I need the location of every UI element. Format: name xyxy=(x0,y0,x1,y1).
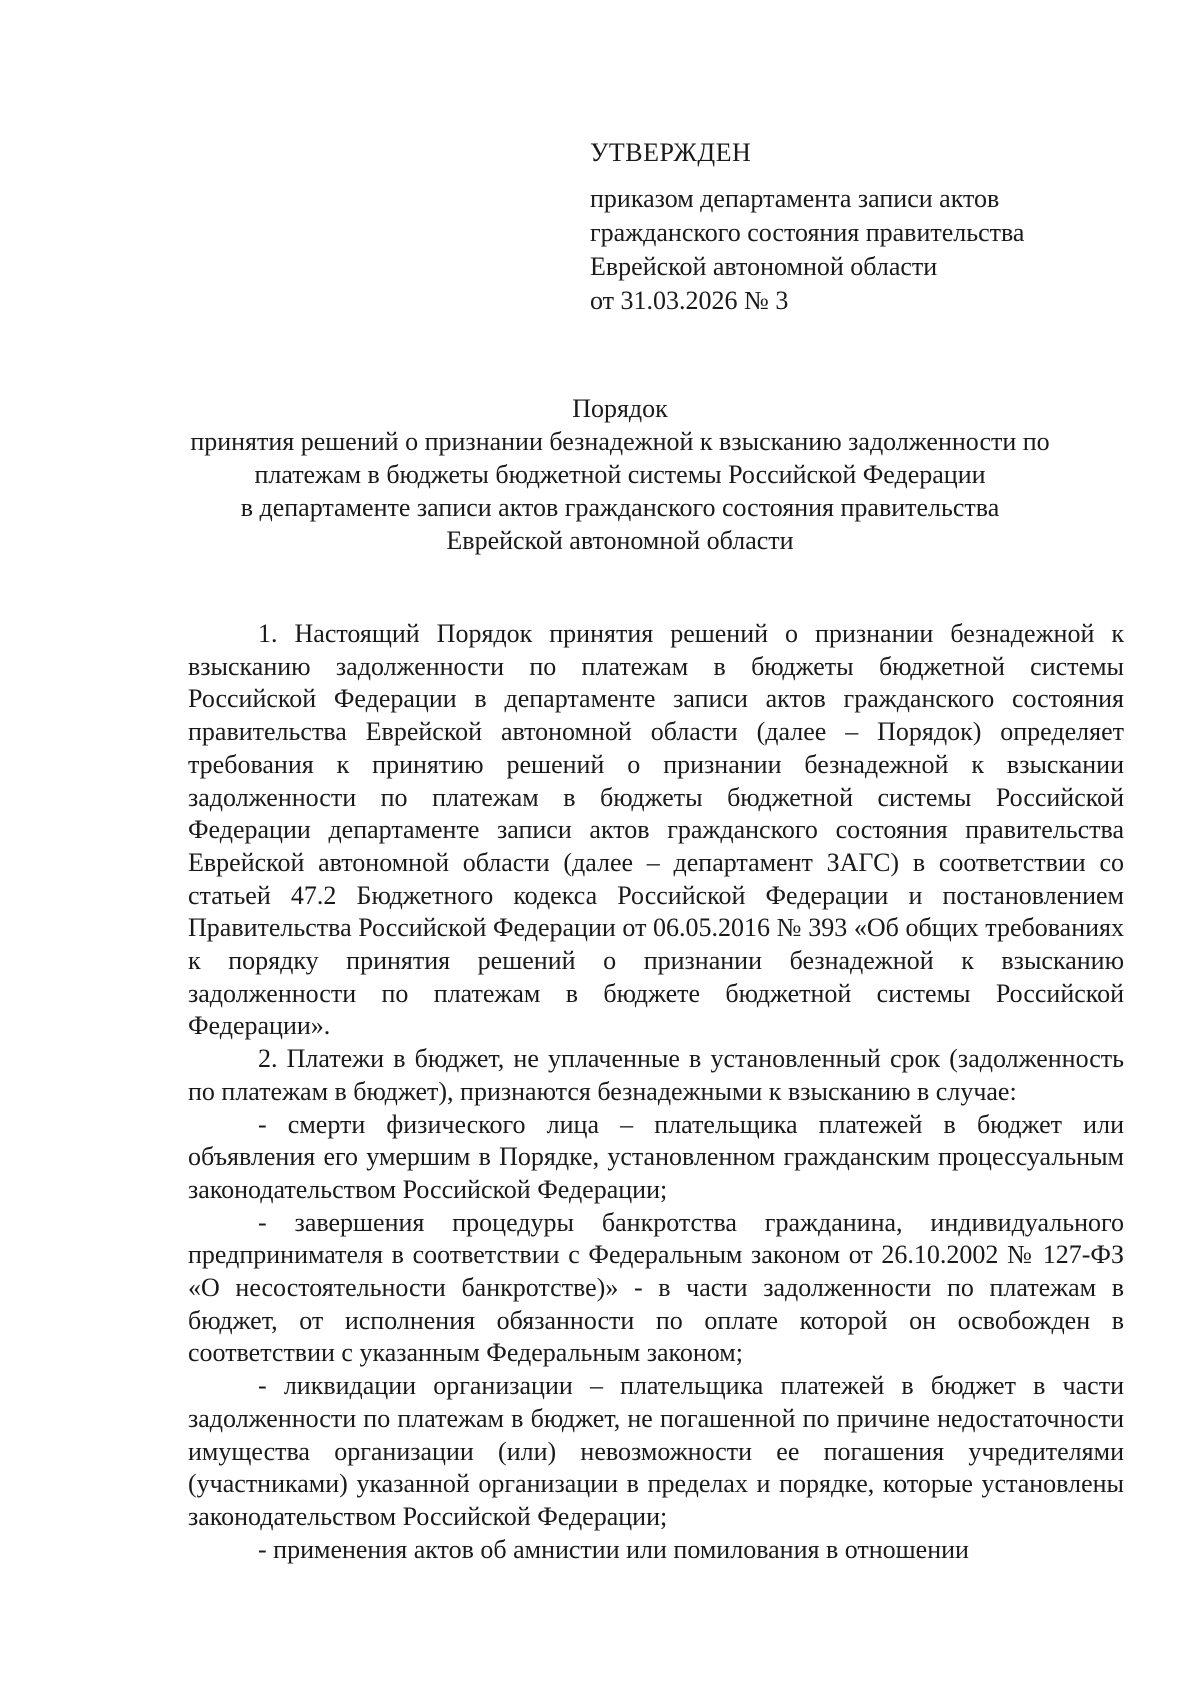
list-item: - применения актов об амнистии или помилования в отношении xyxy=(258,1534,969,1564)
approval-line: гражданского состояния правительства xyxy=(590,218,1025,247)
document-title xyxy=(150,392,1090,557)
approval-line: Еврейской автономной области xyxy=(590,252,938,281)
title-line: принятия решений о признании безнадежной к взысканию задолженности по xyxy=(190,427,1050,456)
approval-line: приказом департамента записи актов xyxy=(590,184,1000,213)
title-line: Порядок xyxy=(572,394,668,423)
approval-date-line: от 31.03.2026 № 3 xyxy=(590,286,789,315)
paragraph-1: 1. Настоящий Порядок принятия решений о признании безнадежной к взысканию задолженности по платежам в бюджеты бюджетной системы Российской Федерации в департаменте записи актов гражданского состояния правительства Еврейской автономной области (далее – Порядок) определяет требования к принятию решений о признании безнадежной к взыскании задолженности по платежам в бюджеты бюджетной системы Российской Федерации департаменте записи актов гражданского состояния правительства Еврейской автономной области (далее – департамент ЗАГС) в соответствии со статьей 47.2 Бюджетного кодекса Российской Федерации и постановлением Правительства Российской Федерации от 06.05.2016 № 393 «Об общих требованиях к порядку принятия решений о признании безнадежной к взысканию задолженности по платежам в бюджете бюджетной системы Российской Федерации». xyxy=(188,619,1124,1041)
title-line: Еврейской автономной области xyxy=(446,526,794,555)
list-item: - завершения процедуры банкротства гражданина, индивидуального предпринимателя в соответствии с Федеральным законом от 26.10.2002 № 127-ФЗ «О несостоятельности банкротстве)» - в части задолженности по платежам в бюджет, от исполнения обязанности по оплате которой он освобожден в соответствии с указанным Федеральным законом; xyxy=(188,1207,1124,1368)
document-body xyxy=(188,618,1124,1566)
approval-block xyxy=(590,136,1110,318)
paragraph-2: 2. Платежи в бюджет, не уплаченные в установленный срок (задолженность по платежам в бюджет), признаются безнадежными к взысканию в случае: xyxy=(188,1044,1124,1106)
list-item: - ликвидации организации – плательщика платежей в бюджет в части задолженности по платежам в бюджет, не погашенной по причине недостаточности имущества организации (или) невозможности ее погашения учредителями (участниками) указанной организации в пределах и порядке, которые установлены законодательством Российской Федерации; xyxy=(188,1371,1124,1531)
title-line: платежам в бюджеты бюджетной системы Российской Федерации xyxy=(254,460,986,489)
title-line: в департаменте записи актов гражданского состояния правительства xyxy=(240,493,1000,522)
list-item: - смерти физического лица – плательщика платежей в бюджет или объявления его умершим в Порядке, установленном гражданским процессуальным законодательством Российской Федерации; xyxy=(188,1109,1124,1204)
approval-heading: УТВЕРЖДЕН xyxy=(590,138,752,167)
